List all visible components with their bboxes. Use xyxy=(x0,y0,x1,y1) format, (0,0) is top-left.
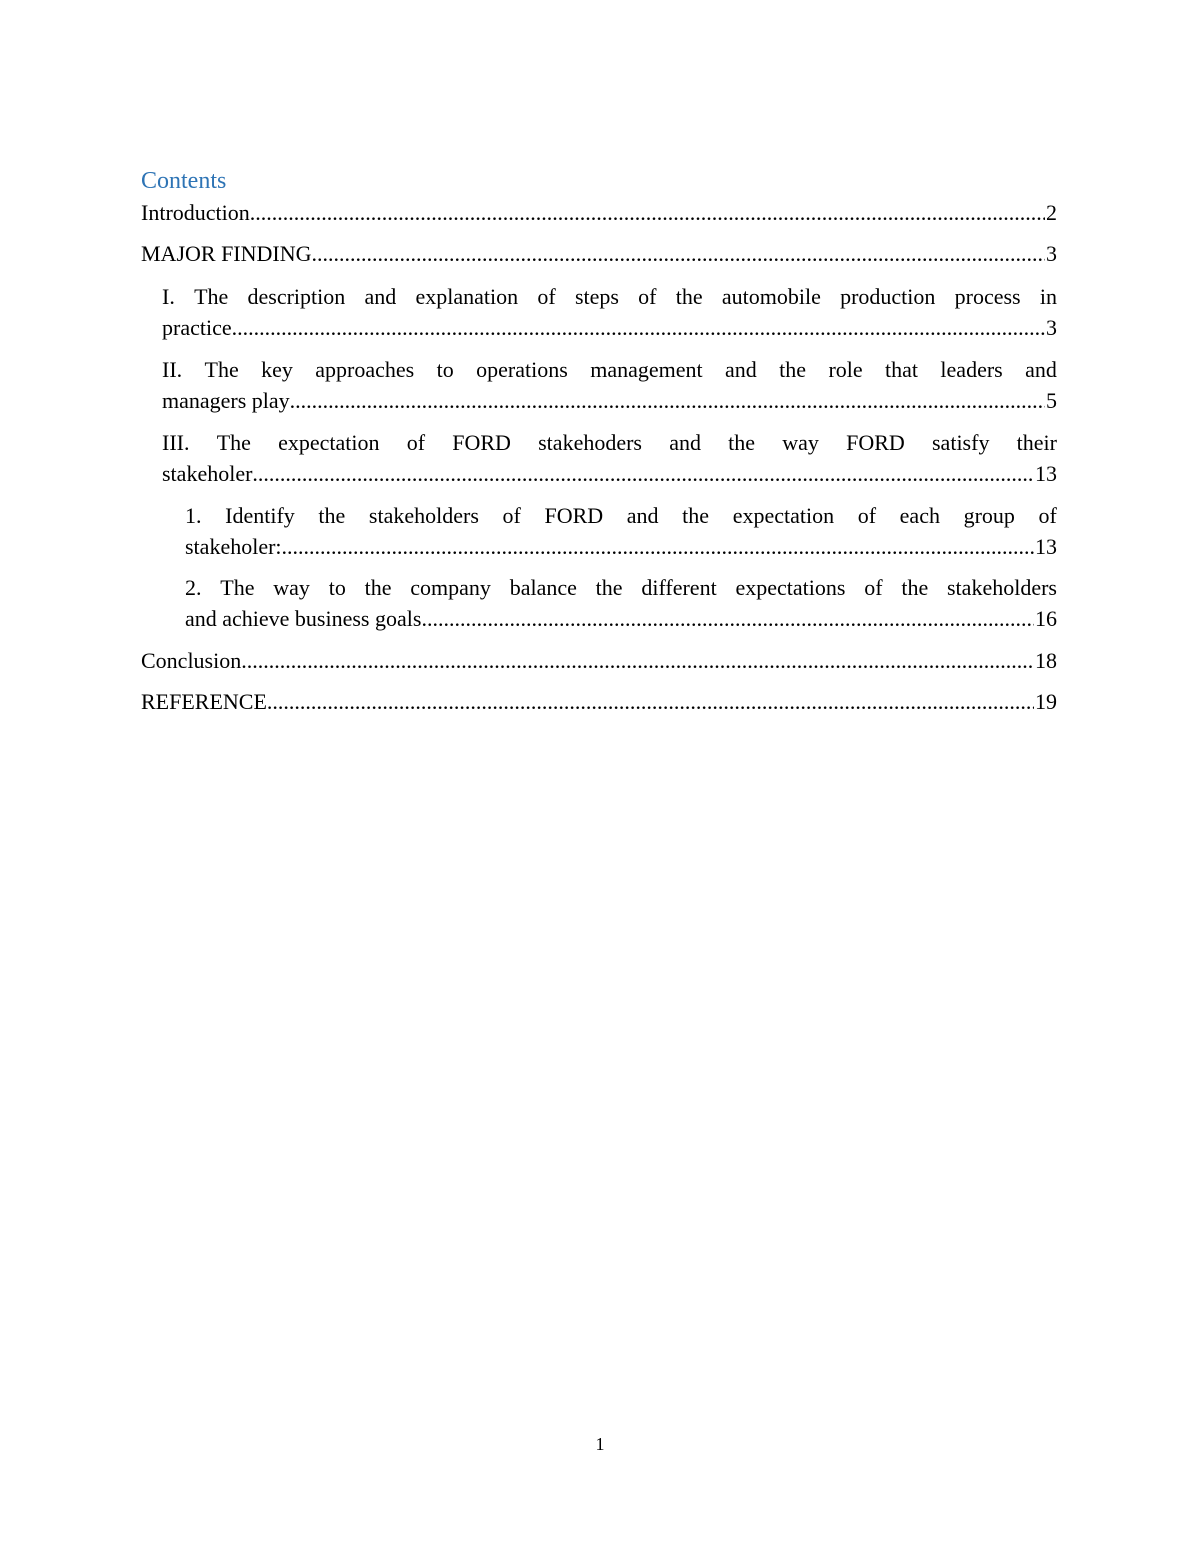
toc-entry-title-line: I. The description and explanation of steps of the automobile production process in xyxy=(162,284,1057,309)
dot-leader xyxy=(267,686,1034,717)
dot-leader xyxy=(421,603,1034,634)
toc-entry-title-continued: and achieve business goals xyxy=(185,606,422,631)
toc-page-number: 3 xyxy=(1046,241,1057,266)
toc-entry-section-1[interactable] xyxy=(162,281,1057,343)
toc-entry-section-2[interactable] xyxy=(162,354,1057,416)
dot-leader xyxy=(282,531,1034,562)
toc-entry-title-line: III. The expectation of FORD stakehoders and the way FORD satisfy their xyxy=(162,430,1057,455)
footer-page-number: 1 xyxy=(595,1434,605,1454)
dot-leader xyxy=(290,385,1045,416)
toc-entry-title-line: 2. The way to the company balance the different expectations of the stakeholders xyxy=(185,575,1057,600)
dot-leader xyxy=(241,645,1034,676)
toc-page-number: 2 xyxy=(1046,200,1057,225)
toc-entry-major-finding[interactable] xyxy=(141,238,1057,269)
toc-entry-section-3-2[interactable] xyxy=(185,572,1057,634)
toc-page-number: 13 xyxy=(1035,534,1057,559)
toc-entry-title-continued: managers play xyxy=(162,388,290,413)
toc-heading: Contents xyxy=(141,168,227,194)
toc-page-number: 13 xyxy=(1035,461,1057,486)
toc-entry-reference[interactable] xyxy=(141,686,1057,717)
toc-entry-title: Conclusion xyxy=(141,648,242,673)
toc-entry-section-3[interactable] xyxy=(162,427,1057,489)
toc-page-number: 5 xyxy=(1046,388,1057,413)
dot-leader xyxy=(252,458,1034,489)
toc-page-number: 16 xyxy=(1035,606,1057,631)
dot-leader xyxy=(250,197,1045,228)
toc-entry-title-continued: stakeholer xyxy=(162,461,253,486)
toc-entry-title-line: II. The key approaches to operations management and the role that leaders and xyxy=(162,357,1057,382)
toc-entry-title: REFERENCE xyxy=(141,689,267,714)
toc-entry-conclusion[interactable] xyxy=(141,645,1057,676)
toc-entry-title-continued: practice xyxy=(162,315,232,340)
dot-leader xyxy=(312,238,1045,269)
toc-entry-title: MAJOR FINDING xyxy=(141,241,312,266)
toc-entry-section-3-1[interactable] xyxy=(185,500,1057,562)
toc-entry-title-continued: stakeholer: xyxy=(185,534,282,559)
toc-entry-title-line: 1. Identify the stakeholders of FORD and the expectation of each group of xyxy=(185,503,1057,528)
dot-leader xyxy=(232,312,1045,343)
toc-entry-title: Introduction xyxy=(141,200,250,225)
toc-entry-introduction[interactable] xyxy=(141,197,1057,228)
toc-page-number: 3 xyxy=(1046,315,1057,340)
toc-page-number: 18 xyxy=(1035,648,1057,673)
toc-page-number: 19 xyxy=(1035,689,1057,714)
